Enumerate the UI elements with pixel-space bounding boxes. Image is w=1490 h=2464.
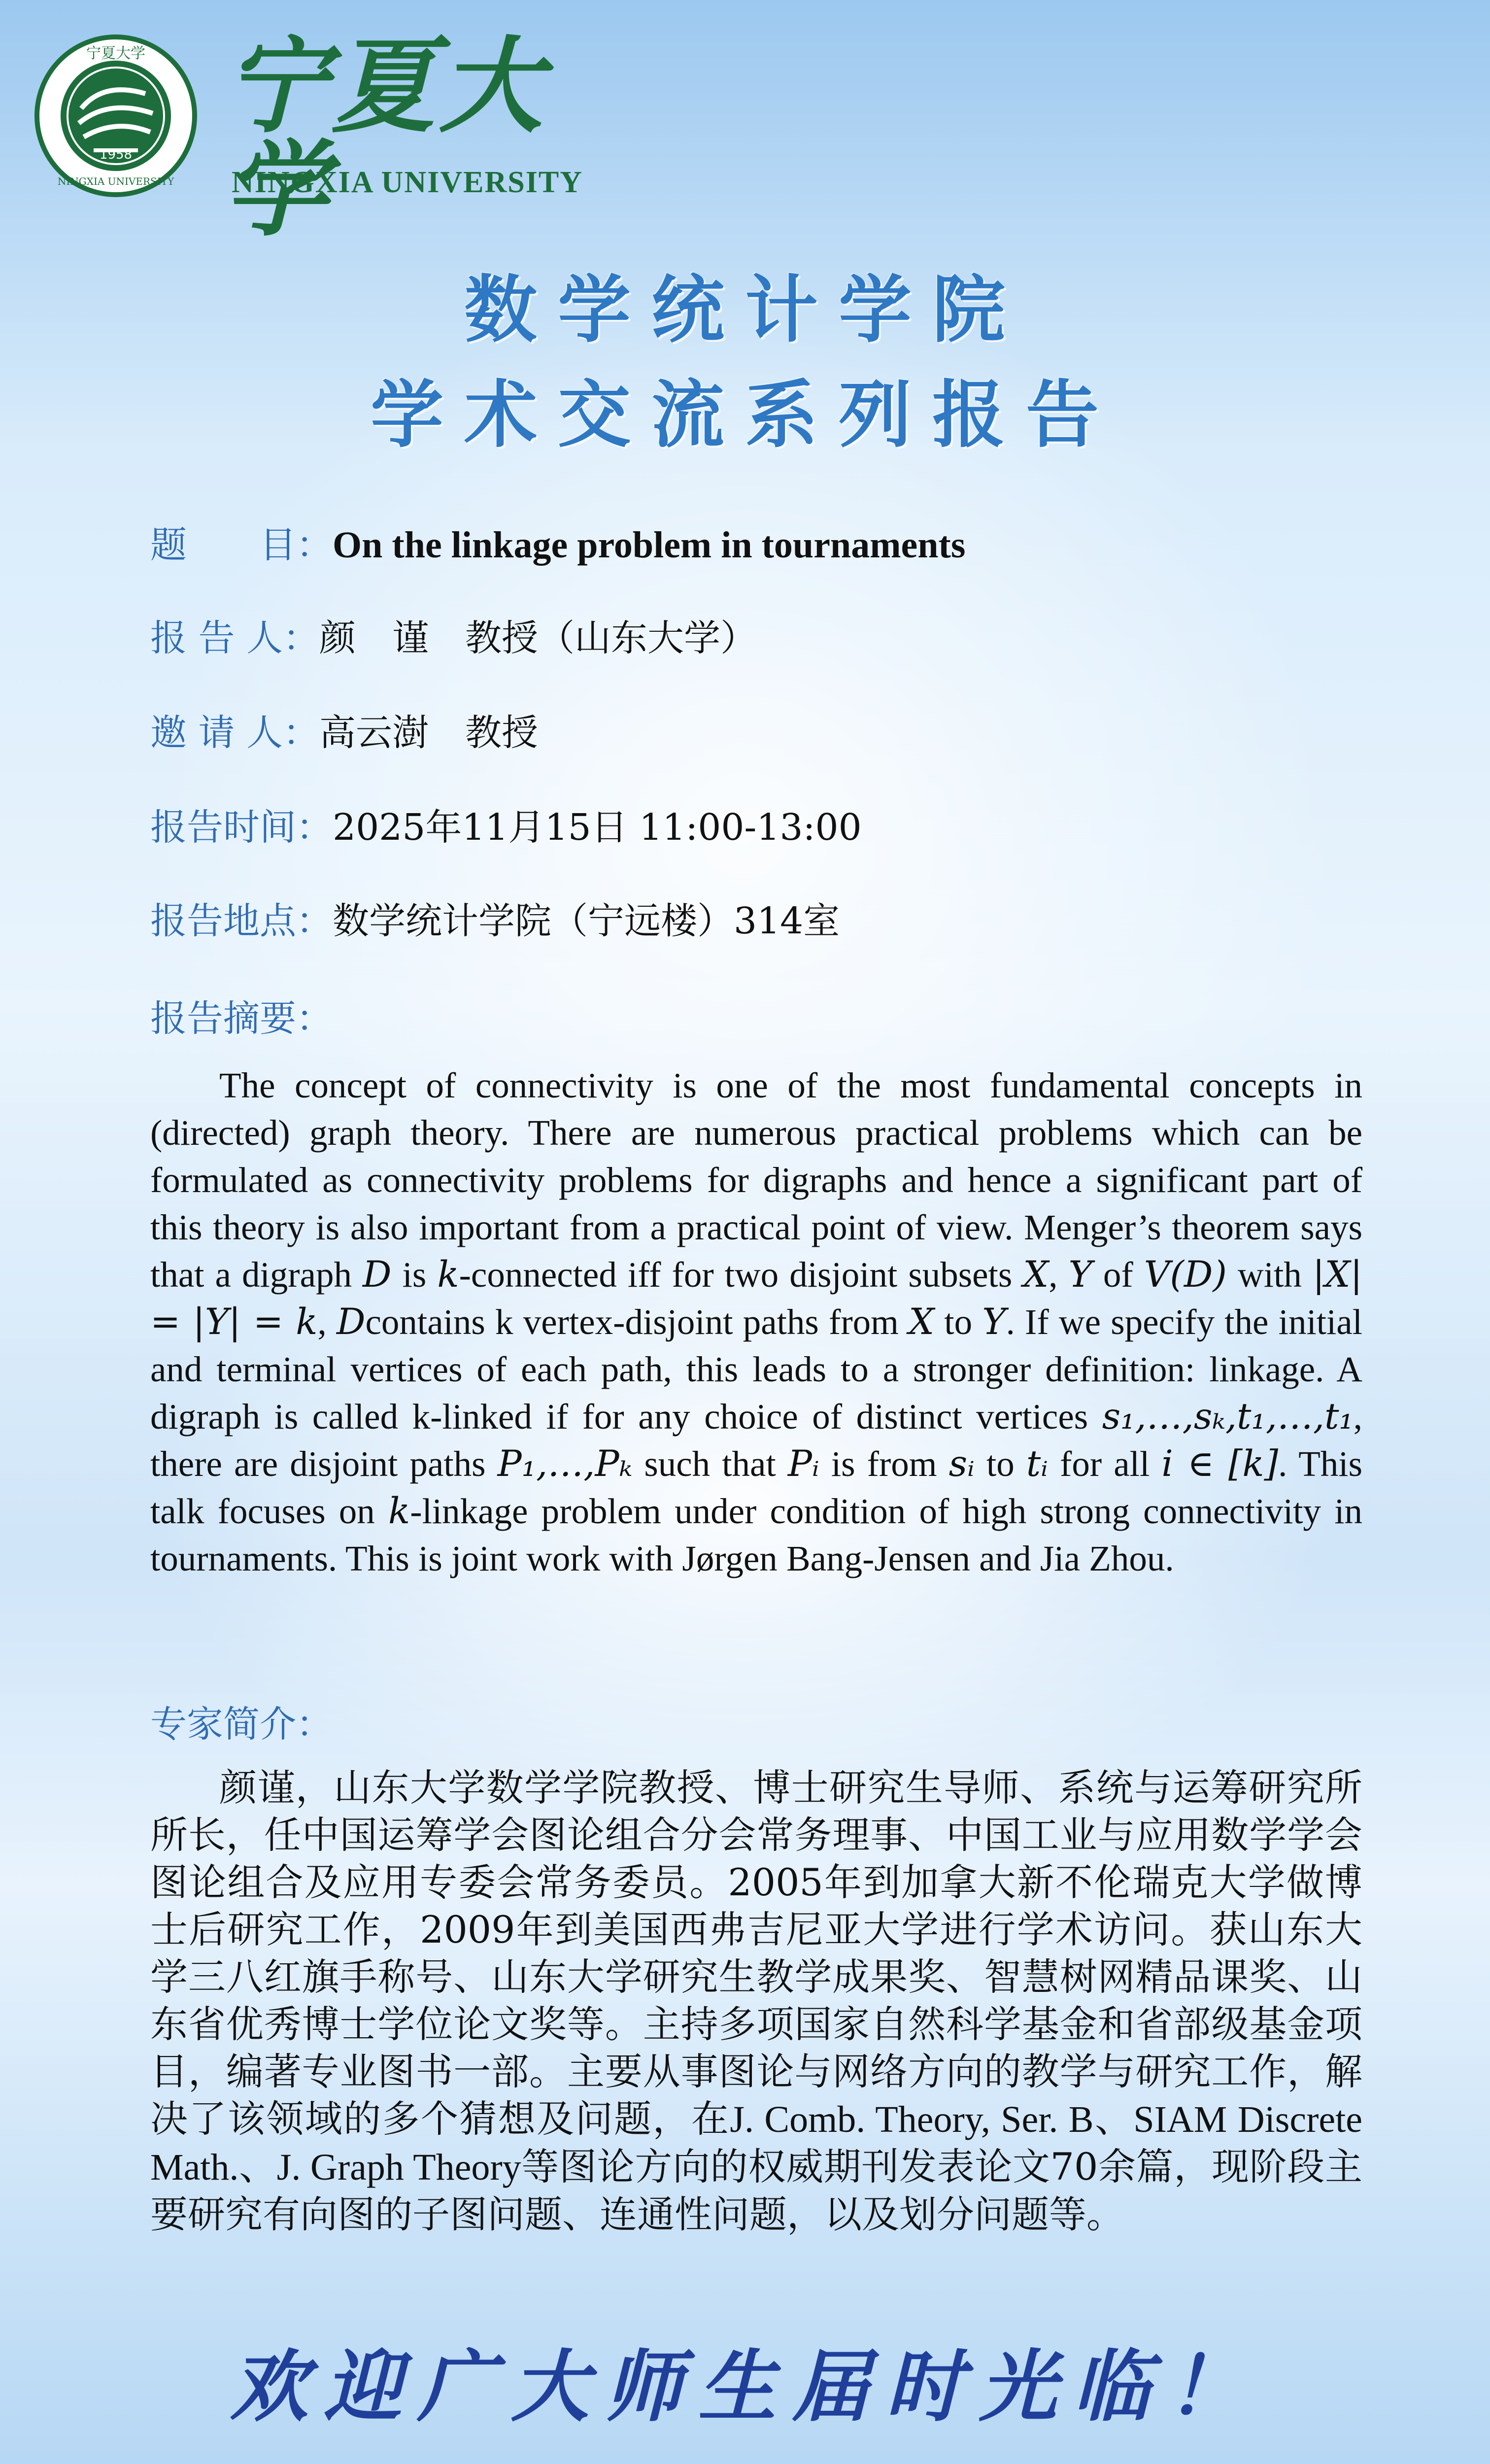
info-row-title bbox=[150, 526, 965, 564]
headline-series: 学术交流系列报告 bbox=[371, 373, 1119, 457]
speaker-value: 颜 谨 教授（山东大学） bbox=[319, 617, 757, 659]
abstract-label: 报告摘要： bbox=[150, 997, 333, 1040]
place-value: 数学统计学院（宁远楼）314室 bbox=[333, 900, 840, 942]
logo-chinese-name: 宁夏大学 bbox=[224, 25, 547, 250]
title-label: 题 目： bbox=[150, 524, 333, 566]
bio-text: 颜谨，山东大学数学学院教授、博士研究生导师、系统与运筹研究所所长，任中国运筹学会图论组合分会常务理事、中国工业与应用数学学会图论组合及应用专委会常务委员。2005年到加拿大新不伦瑞克大学做博士后研究工作，2009年到美国西弗吉尼亚大学进行学术访问。获山东大学三八红旗手称号、山东大学研究生教学成果奖、智慧树网精品课奖、山东省优秀博士学位论文奖等。主持多项国家自然科学基金和省部级基金项目，编著专业图书一部。主要从事图论与网络方向的教学与研究工作，解决了该领域的多个猜想及问题，在J. Comb. Theory, Ser. B、SIAM Discrete Math.、J. Graph Theory等图论方向的权威期刊发表论文70余篇，现阶段主要研究有向图的子图问题、连通性问题，以及划分问题等。 bbox=[150, 1766, 1362, 2236]
abstract-text: The concept of connectivity is one of the most fundamental concepts in (directed) graph theory. There are numerous practical problems which can be formulated as connectivity problems for digraphs and hence a significant part of this theory is also important from a practical point of view. Menger’s theorem says that a digraph D is k-connected iff for two disjoint subsets X, Y of V(D) with |X| = |Y| = k, Dcontains k vertex-disjoint paths from X to Y. If we specify the initial and terminal vertices of each path, this leads to a stronger definition: linkage. A digraph is called k-linked if for any choice of distinct vertices s₁,…,sₖ,t₁,…,t₁, there are disjoint paths P₁,…,Pₖ such that Pᵢ is from sᵢ to tᵢ for all i ∈ [k]. This talk focuses on k-linkage problem under condition of high strong connectivity in tournaments. This is joint work with Jørgen Bang-Jensen and Jia Zhou. bbox=[150, 1065, 1363, 1578]
inviter-label: 邀 请 人： bbox=[150, 712, 320, 754]
info-row-time bbox=[150, 806, 862, 849]
time-value: 2025年11月15日 11:00-13:00 bbox=[333, 806, 862, 849]
bio-label: 专家简介： bbox=[150, 1703, 333, 1745]
university-seal-icon bbox=[34, 34, 197, 197]
title-value: On the linkage problem in tournaments bbox=[333, 524, 966, 566]
info-row-inviter bbox=[150, 712, 539, 754]
seal-year: 1958 bbox=[99, 147, 133, 162]
place-label: 报告地点： bbox=[150, 900, 333, 942]
headline-school: 数学统计学院 bbox=[464, 268, 1026, 352]
seal-text-top: 宁夏大学 bbox=[86, 45, 145, 62]
seal-text-bottom: NINGXIA UNIVERSITY bbox=[57, 175, 174, 187]
speaker-label: 报 告 人： bbox=[150, 617, 320, 659]
logo-english-name: NINGXIA UNIVERSITY bbox=[232, 166, 583, 199]
inviter-value: 高云澍 教授 bbox=[319, 712, 539, 754]
welcome-banner: 欢迎广大师生届时光临！ bbox=[230, 2341, 1260, 2432]
university-logo bbox=[34, 25, 601, 250]
info-row-place bbox=[150, 900, 840, 942]
info-row-speaker bbox=[150, 617, 757, 659]
time-label: 报告时间： bbox=[150, 806, 333, 849]
